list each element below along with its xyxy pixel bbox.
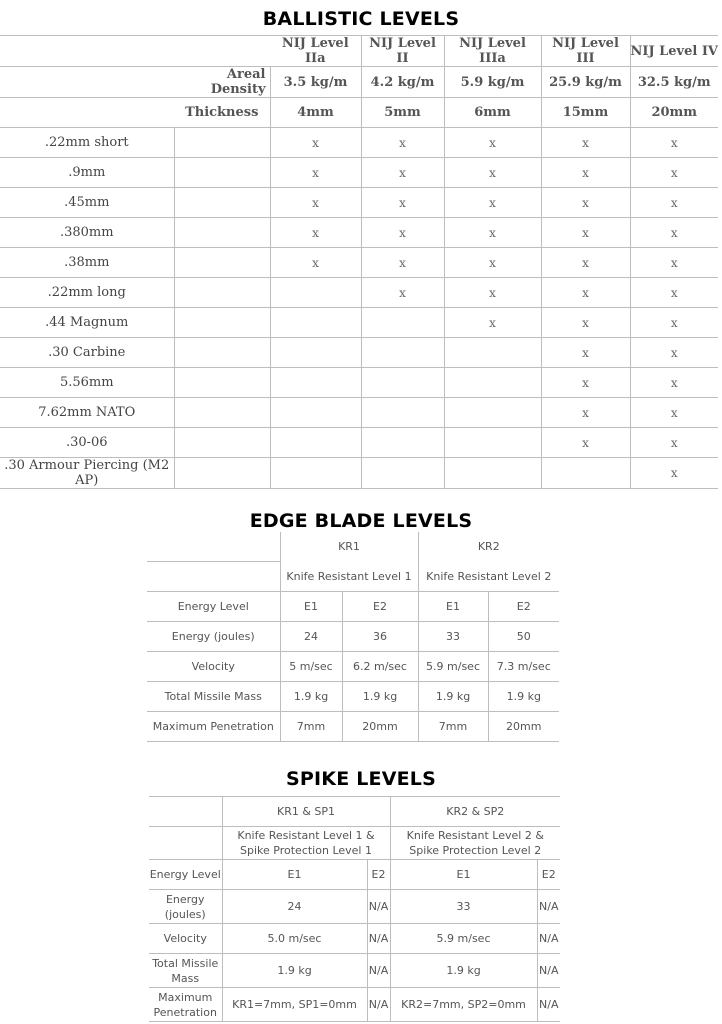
table-row xyxy=(147,652,559,682)
caliber-label: .22mm long xyxy=(0,278,174,308)
protection-mark: x xyxy=(541,368,630,398)
protection-mark xyxy=(444,458,541,489)
table-row xyxy=(0,218,718,248)
protection-mark xyxy=(270,308,361,338)
protection-mark xyxy=(444,428,541,458)
protection-mark: x xyxy=(270,128,361,158)
group-header-row xyxy=(149,797,560,827)
caliber-label: 5.56mm xyxy=(0,368,174,398)
protection-mark xyxy=(361,458,444,489)
level-header: NIJ Level III xyxy=(541,36,630,67)
cell-value: N/A xyxy=(537,988,560,1022)
protection-mark xyxy=(361,338,444,368)
protection-mark: x xyxy=(541,278,630,308)
blank-cell xyxy=(174,278,270,308)
blank-cell xyxy=(0,36,174,67)
thickness-value: 6mm xyxy=(444,98,541,128)
protection-mark xyxy=(270,368,361,398)
blank-cell xyxy=(174,308,270,338)
table-row xyxy=(0,338,718,368)
protection-mark: x xyxy=(541,248,630,278)
cell-value: N/A xyxy=(367,890,390,924)
protection-mark: x xyxy=(630,278,718,308)
protection-mark xyxy=(361,308,444,338)
caliber-label: .30 Armour Piercing (M2 AP) xyxy=(0,458,174,489)
protection-mark xyxy=(444,398,541,428)
protection-mark: x xyxy=(270,248,361,278)
blank-cell xyxy=(174,368,270,398)
kr2-header: KR2 xyxy=(418,532,559,562)
row-label: Total Missile Mass xyxy=(147,682,280,712)
cell-value: 20mm xyxy=(488,712,559,742)
protection-mark: x xyxy=(541,158,630,188)
cell-value: E2 xyxy=(488,592,559,622)
table-row xyxy=(149,924,560,954)
blank-cell xyxy=(147,532,280,562)
table-row xyxy=(0,188,718,218)
protection-mark: x xyxy=(541,338,630,368)
cell-value: 1.9 kg xyxy=(488,682,559,712)
caliber-label: .30 Carbine xyxy=(0,338,174,368)
cell-value: 24 xyxy=(280,622,342,652)
table-row xyxy=(149,890,560,924)
protection-mark: x xyxy=(541,398,630,428)
row-label: Energy Level xyxy=(149,860,222,890)
cell-value: E2 xyxy=(537,860,560,890)
caliber-label: .22mm short xyxy=(0,128,174,158)
cell-value: 20mm xyxy=(342,712,418,742)
table-row xyxy=(0,398,718,428)
blank-cell xyxy=(174,128,270,158)
protection-mark: x xyxy=(361,248,444,278)
blank-cell xyxy=(149,797,222,827)
table-row xyxy=(147,622,559,652)
protection-mark: x xyxy=(630,398,718,428)
level-header: NIJ Level IV xyxy=(630,36,718,67)
row-label: Energy Level xyxy=(147,592,280,622)
protection-mark: x xyxy=(444,128,541,158)
cell-value: KR2=7mm, SP2=0mm xyxy=(390,988,537,1022)
protection-mark xyxy=(270,338,361,368)
kr1-desc: Knife Resistant Level 1 xyxy=(280,562,418,592)
blank-cell xyxy=(0,98,174,128)
caliber-label: 7.62mm NATO xyxy=(0,398,174,428)
cell-value: 5 m/sec xyxy=(280,652,342,682)
protection-mark xyxy=(270,458,361,489)
cell-value: N/A xyxy=(367,954,390,988)
spike-levels-title: SPIKE LEVELS xyxy=(286,768,436,790)
protection-mark: x xyxy=(541,218,630,248)
protection-mark: x xyxy=(541,188,630,218)
cell-value: 5.9 m/sec xyxy=(418,652,488,682)
row-label: Velocity xyxy=(147,652,280,682)
protection-mark: x xyxy=(444,218,541,248)
group1-header: KR1 & SP1 xyxy=(222,797,390,827)
level-header: NIJ Level II xyxy=(361,36,444,67)
protection-mark: x xyxy=(361,128,444,158)
cell-value: 1.9 kg xyxy=(342,682,418,712)
spike-levels-table xyxy=(149,796,560,1022)
thickness-value: 20mm xyxy=(630,98,718,128)
protection-mark: x xyxy=(630,368,718,398)
caliber-label: .380mm xyxy=(0,218,174,248)
table-row xyxy=(149,988,560,1022)
protection-mark xyxy=(270,278,361,308)
protection-mark: x xyxy=(630,218,718,248)
protection-mark: x xyxy=(630,158,718,188)
protection-mark: x xyxy=(541,128,630,158)
level-header-row xyxy=(0,36,718,67)
protection-mark: x xyxy=(361,218,444,248)
ballistic-levels-table xyxy=(0,35,718,489)
protection-mark: x xyxy=(541,428,630,458)
cell-value: N/A xyxy=(367,988,390,1022)
caliber-label: .30-06 xyxy=(0,428,174,458)
blank-cell xyxy=(174,158,270,188)
table-row xyxy=(147,592,559,622)
protection-mark: x xyxy=(270,158,361,188)
protection-mark: x xyxy=(630,248,718,278)
cell-value: 7.3 m/sec xyxy=(488,652,559,682)
edge-blade-levels-title: EDGE BLADE LEVELS xyxy=(249,510,473,532)
cell-value: 1.9 kg xyxy=(280,682,342,712)
protection-mark: x xyxy=(270,188,361,218)
cell-value: E2 xyxy=(342,592,418,622)
blank-cell xyxy=(174,398,270,428)
areal-density-row xyxy=(0,67,718,98)
thickness-label: Thickness xyxy=(174,98,270,128)
cell-value: E1 xyxy=(390,860,537,890)
table-row xyxy=(0,308,718,338)
cell-value: E1 xyxy=(418,592,488,622)
table-row xyxy=(149,860,560,890)
protection-mark xyxy=(270,398,361,428)
blank-cell xyxy=(147,562,280,592)
cell-value: 7mm xyxy=(418,712,488,742)
cell-value: 5.9 m/sec xyxy=(390,924,537,954)
cell-value: N/A xyxy=(367,924,390,954)
protection-mark: x xyxy=(630,308,718,338)
cell-value: E1 xyxy=(222,860,367,890)
cell-value: 50 xyxy=(488,622,559,652)
caliber-label: .44 Magnum xyxy=(0,308,174,338)
table-row xyxy=(0,158,718,188)
table-row xyxy=(0,458,718,489)
blank-cell xyxy=(0,67,174,98)
cell-value: 5.0 m/sec xyxy=(222,924,367,954)
protection-mark: x xyxy=(444,308,541,338)
areal-density-value: 4.2 kg/m xyxy=(361,67,444,98)
level-header: NIJ Level IIIa xyxy=(444,36,541,67)
blank-cell xyxy=(174,428,270,458)
blank-cell xyxy=(174,188,270,218)
protection-mark: x xyxy=(444,188,541,218)
protection-mark xyxy=(444,338,541,368)
table-row xyxy=(149,954,560,988)
cell-value: 36 xyxy=(342,622,418,652)
row-label: Total Missile Mass xyxy=(149,954,222,988)
edge-blade-levels-table xyxy=(147,532,559,742)
cell-value: 1.9 kg xyxy=(390,954,537,988)
cell-value: N/A xyxy=(537,924,560,954)
cell-value: E2 xyxy=(367,860,390,890)
cell-value: E1 xyxy=(280,592,342,622)
cell-value: N/A xyxy=(537,890,560,924)
protection-mark: x xyxy=(270,218,361,248)
thickness-value: 5mm xyxy=(361,98,444,128)
thickness-row xyxy=(0,98,718,128)
protection-mark xyxy=(361,428,444,458)
table-row xyxy=(0,368,718,398)
areal-density-value: 25.9 kg/m xyxy=(541,67,630,98)
cell-value: 33 xyxy=(418,622,488,652)
protection-mark xyxy=(361,398,444,428)
blank-cell xyxy=(174,36,270,67)
protection-mark: x xyxy=(630,338,718,368)
cell-value: 1.9 kg xyxy=(222,954,367,988)
cell-value: 1.9 kg xyxy=(418,682,488,712)
row-label: Energy (joules) xyxy=(147,622,280,652)
protection-mark xyxy=(361,368,444,398)
level-header: NIJ Level IIa xyxy=(270,36,361,67)
areal-density-value: 5.9 kg/m xyxy=(444,67,541,98)
protection-mark: x xyxy=(444,248,541,278)
table-row xyxy=(147,712,559,742)
ballistic-levels-title: BALLISTIC LEVELS xyxy=(262,8,460,30)
kr1-header: KR1 xyxy=(280,532,418,562)
row-label: Maximum Penetration xyxy=(147,712,280,742)
protection-mark: x xyxy=(444,158,541,188)
group1-desc: Knife Resistant Level 1 & Spike Protection Level 1 xyxy=(222,827,390,860)
caliber-label: .45mm xyxy=(0,188,174,218)
protection-mark: x xyxy=(444,278,541,308)
group2-header: KR2 & SP2 xyxy=(390,797,560,827)
caliber-label: .38mm xyxy=(0,248,174,278)
protection-mark xyxy=(270,428,361,458)
thickness-value: 15mm xyxy=(541,98,630,128)
blank-cell xyxy=(174,218,270,248)
protection-mark: x xyxy=(630,188,718,218)
blank-cell xyxy=(174,458,270,489)
cell-value: N/A xyxy=(537,954,560,988)
cell-value: 24 xyxy=(222,890,367,924)
table-row xyxy=(0,128,718,158)
table-row xyxy=(0,278,718,308)
protection-mark: x xyxy=(361,188,444,218)
table-row xyxy=(0,428,718,458)
areal-density-value: 32.5 kg/m xyxy=(630,67,718,98)
areal-density-label: Areal Density xyxy=(174,67,270,98)
protection-mark: x xyxy=(630,128,718,158)
table-row xyxy=(147,682,559,712)
kr-desc-row xyxy=(147,562,559,592)
row-label: Velocity xyxy=(149,924,222,954)
protection-mark: x xyxy=(541,308,630,338)
group2-desc: Knife Resistant Level 2 & Spike Protection Level 2 xyxy=(390,827,560,860)
blank-cell xyxy=(174,338,270,368)
table-row xyxy=(0,248,718,278)
blank-cell xyxy=(149,827,222,860)
group-desc-row xyxy=(149,827,560,860)
protection-mark xyxy=(444,368,541,398)
row-label: Energy (joules) xyxy=(149,890,222,924)
cell-value: 33 xyxy=(390,890,537,924)
kr2-desc: Knife Resistant Level 2 xyxy=(418,562,559,592)
protection-mark: x xyxy=(630,458,718,489)
caliber-label: .9mm xyxy=(0,158,174,188)
kr-header-row xyxy=(147,532,559,562)
row-label: Maximum Penetration xyxy=(149,988,222,1022)
protection-mark: x xyxy=(630,428,718,458)
blank-cell xyxy=(174,248,270,278)
cell-value: 6.2 m/sec xyxy=(342,652,418,682)
protection-mark xyxy=(541,458,630,489)
protection-mark: x xyxy=(361,278,444,308)
cell-value: KR1=7mm, SP1=0mm xyxy=(222,988,367,1022)
areal-density-value: 3.5 kg/m xyxy=(270,67,361,98)
cell-value: 7mm xyxy=(280,712,342,742)
thickness-value: 4mm xyxy=(270,98,361,128)
protection-mark: x xyxy=(361,158,444,188)
